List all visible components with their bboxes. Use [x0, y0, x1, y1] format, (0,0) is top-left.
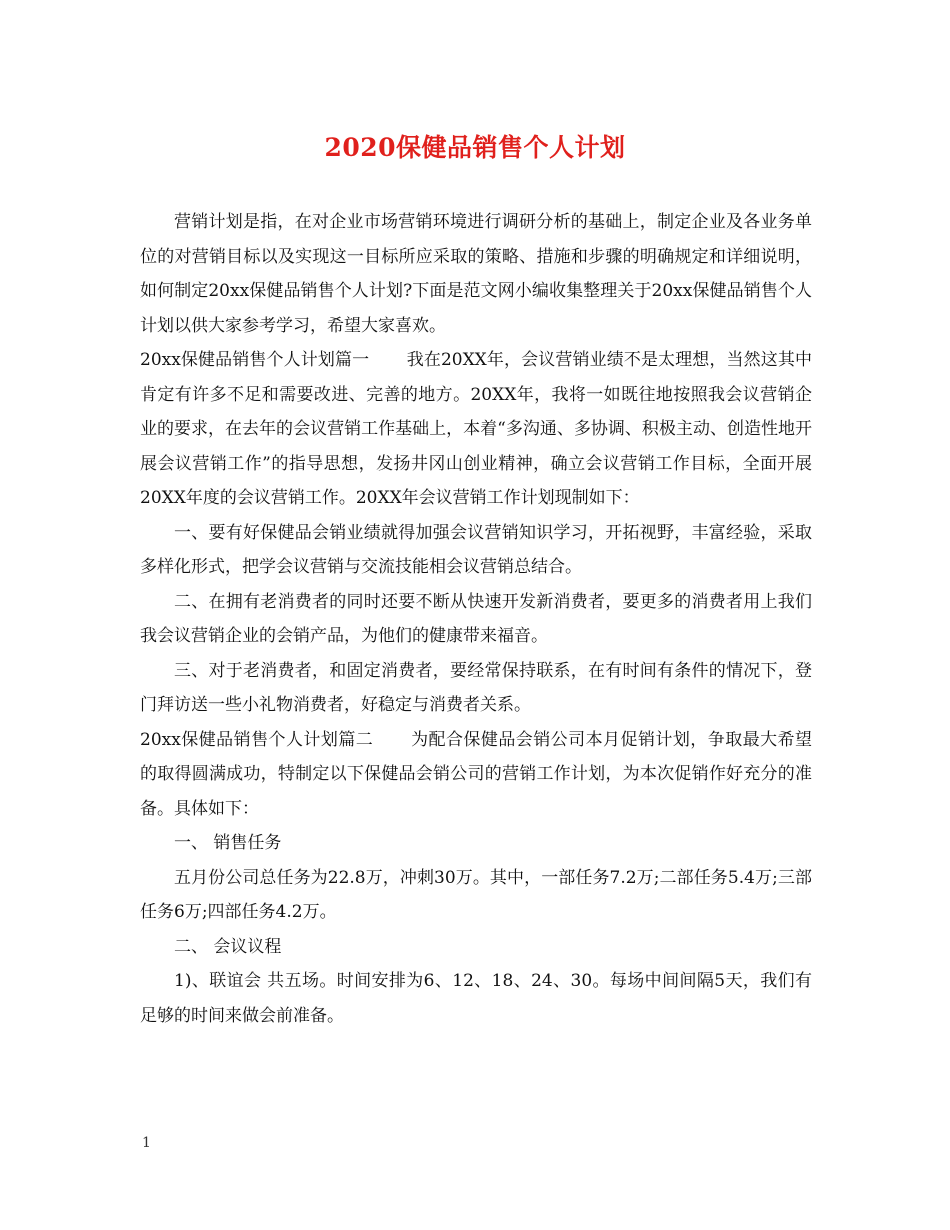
sales-task-text: 五月份公司总任务为22.8万，冲刺30万。其中，一部任务7.2万;二部任务5.4万;三部任务6万;四部任务4.2万。: [140, 867, 812, 922]
section1-item-1: 一、要有好保健品会销业绩就得加强会议营销知识学习，开拓视野，丰富经验，采取多样化形式，把学会议营销与交流技能相会议营销总结合。: [140, 522, 812, 577]
meeting-agenda-heading: 二、 会议议程: [174, 936, 282, 957]
document-title: 2020保健品销售个人计划: [324, 133, 626, 162]
section2-text: 为配合保健品会销公司本月促销计划，争取最大希望的取得圆满成功，特制定以下保健品会销公司的营销工作计划，为本次促销作好充分的准备。具体如下：: [140, 729, 813, 819]
meeting-agenda-text: 1)、联谊会 共五场。时间安排为6、12、18、24、30。每场中间间隔5天，我们有足够的时间来做会前准备。: [140, 971, 812, 1026]
section1-item-2: 二、在拥有老消费者的同时还要不断从快速开发新消费者，要更多的消费者用上我们我会议营销企业的会销产品，为他们的健康带来福音。: [140, 591, 812, 646]
section2-heading: 20xx保健品销售个人计划篇二: [140, 729, 374, 750]
document-body: [140, 205, 812, 1033]
sales-task-heading: 一、 销售任务: [174, 833, 282, 853]
section1-item-3: 三、对于老消费者，和固定消费者，要经常保持联系，在有时间有条件的情况下，登门拜访送一些小礼物消费者，好稳定与消费者关系。: [140, 660, 812, 715]
page-number: 1: [142, 1135, 151, 1151]
section2-paragraph: [140, 723, 812, 827]
intro-paragraph: 营销计划是指，在对企业市场营销环境进行调研分析的基础上，制定企业及各业务单位的对营销目标以及实现这一目标所应采取的策略、措施和步骤的明确规定和详细说明，如何制定20xx保健品销售个人计划?下面是范文网小编收集整理关于20xx保健品销售个人计划以供大家参考学习，希望大家喜欢。: [140, 212, 812, 336]
section1-paragraph: [140, 343, 812, 516]
section1-heading: 20xx保健品销售个人计划篇一: [140, 350, 370, 370]
section1-text: 我在20XX年，会议营销业绩不是太理想，当然这其中肯定有许多不足和需要改进、完善的地方。20XX年，我将一如既往地按照我会议营销企业的要求，在去年的会议营销工作基础上，本着“多沟通、多协调、积极主动、创造性地开展会议营销工作”的指导思想，发扬井冈山创业精神，确立会议营销工作目标，全面开展20XX年度的会议营销工作。20XX年会议营销工作计划现制如下：: [140, 350, 812, 508]
